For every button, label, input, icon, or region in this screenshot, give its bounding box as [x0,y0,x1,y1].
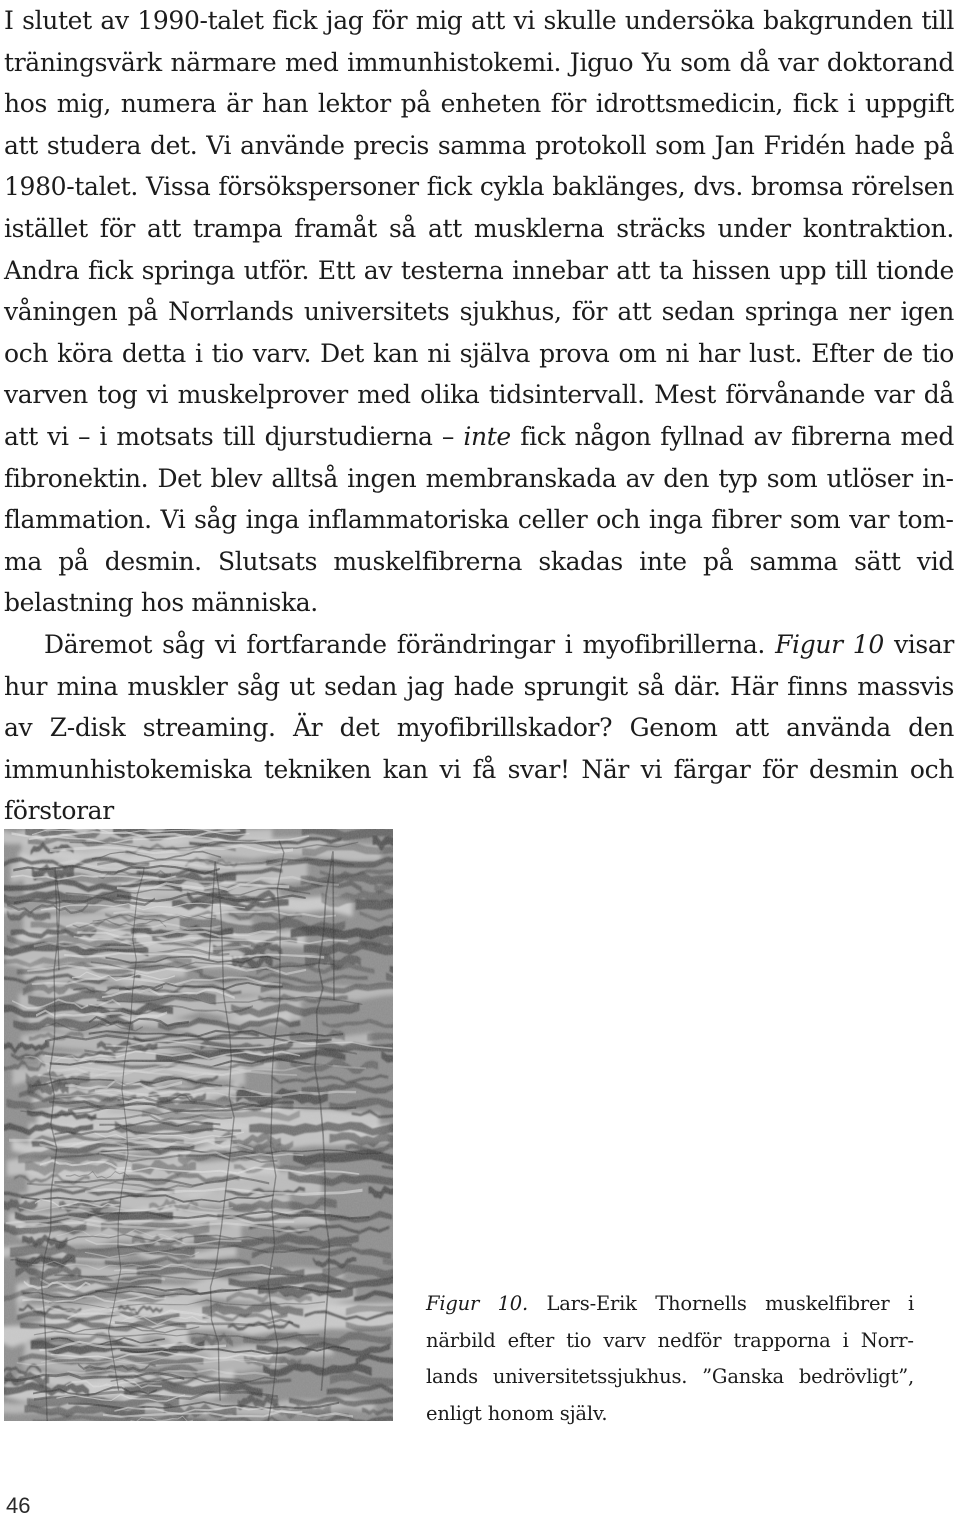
text-run: visar hur mina muskler såg ut sedan jag hade sprungit så där. Här finns massvis av Z-disk streaming. Är det myofibrillskador? Genom att använda den immunhistokemiska tekniken kan vi få svar! När vi färgar för desmin och förstorar [4,629,955,826]
caption-text: Lars-Erik Thornells muskelfibrer i närbild efter tio varv nedför trapporna i Norrlands universitetssjukhus. ”Ganska bedrövligt”, enligt honom själv. [426,1292,914,1425]
figure-micrograph [4,829,393,1421]
body-text [4,0,954,832]
text-run: Däremot såg vi fortfarande förändringar i myofibrillerna. [44,629,776,659]
paragraph-1 [4,0,954,624]
text-run: I slutet av 1990-talet fick jag för mig att vi skulle undersöka bakgrunden till träningsvärk närmare med immunhistokemi. Jiguo Yu som då var doktorand hos mig, numera är han lektor på enheten för idrottsmedicin, fick i uppgift att studera det. Vi använde precis samma protokoll som Jan Fridén hade på 1980-talet. Vissa försökspersoner fick cykla baklänges, dvs. bromsa rörelsen istället för att trampa framåt så att musklerna sträcks under kontraktion. Andra fick springa utför. Ett av testerna innebar att ta hissen upp till tionde våningen på Norrlands universitets sjukhus, för att sedan springa ner igen och köra detta i tio varv. Det kan ni själva prova om ni har lust. Efter de tio varven tog vi muskelprover med olika tidsintervall. Mest förvånande var då att vi – i motsats till djurstudierna – [4,6,954,451]
italic-text: Figur 10 [775,629,884,659]
text-run: fick någon fyllnad av fibrerna med fibronektin. Det blev alltså ingen membranskada av den typ som utlöser inflammation. Vi såg inga inflammatoriska celler och inga fibrer som var tomma på desmin. Slutsats muskelfibrerna skadas inte på samma sätt vid belastning hos människa. [4,421,954,618]
figure-caption [426,1286,914,1432]
muscle-fibre-image [4,829,393,1421]
italic-text: inte [463,421,511,451]
page-number: 46 [6,1493,31,1518]
caption-label: Figur 10. [426,1292,529,1315]
paragraph-2 [4,624,954,832]
